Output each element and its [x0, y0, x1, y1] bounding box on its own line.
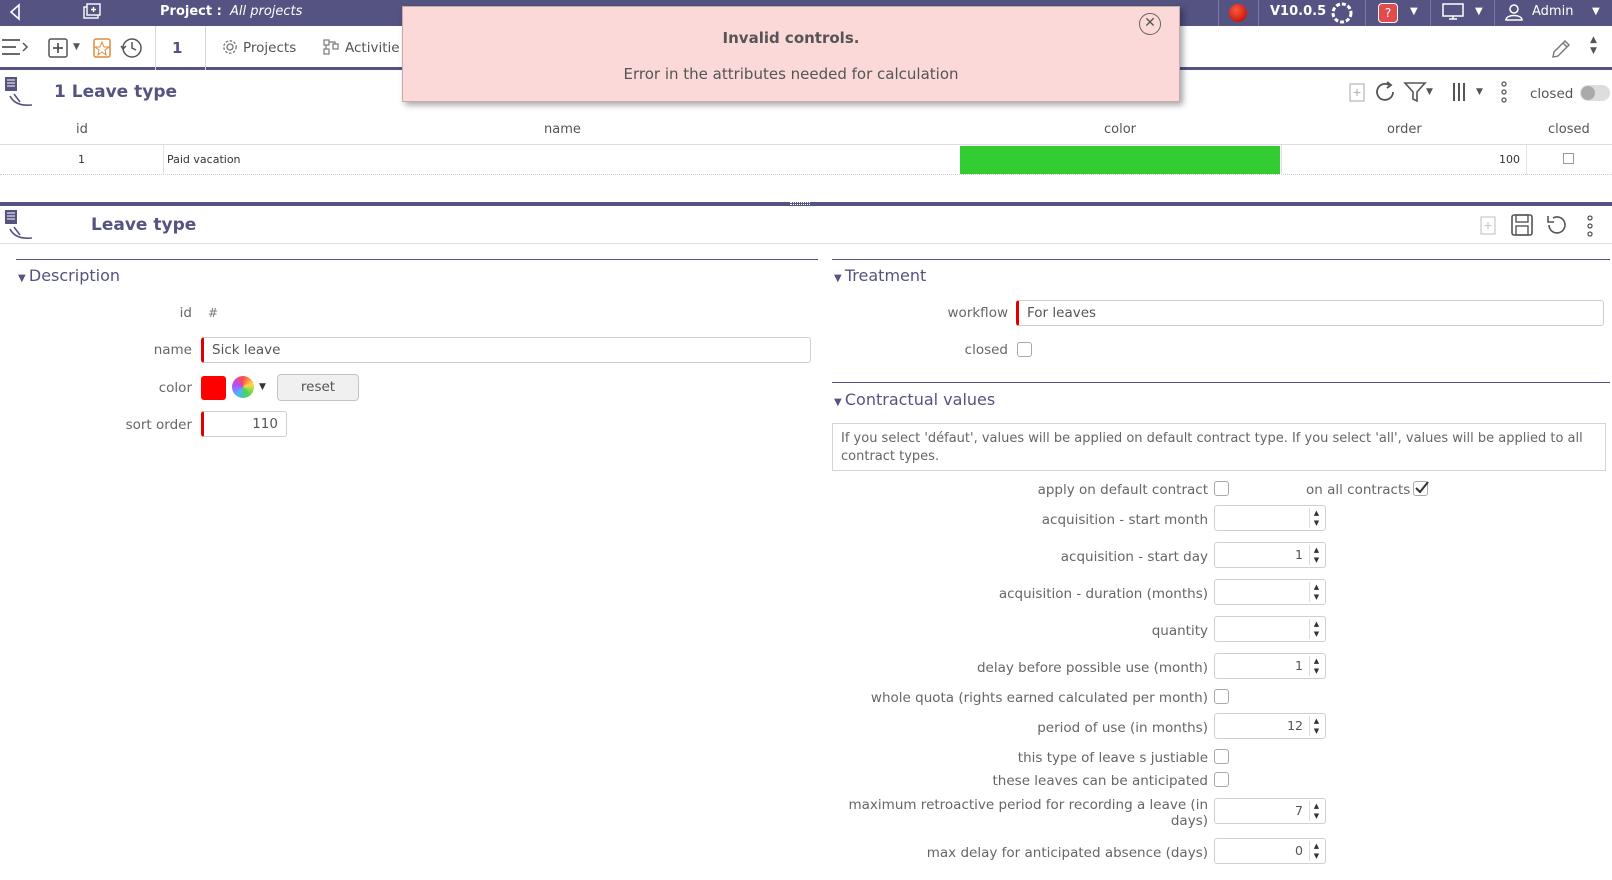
row-color-swatch: [960, 146, 1280, 174]
back-icon[interactable]: [8, 3, 22, 25]
color-swatch[interactable]: [201, 376, 226, 400]
leave-type-list-icon: [4, 76, 34, 112]
anticipated-checkbox[interactable]: [1214, 772, 1229, 787]
retro-label-line1: maximum retroactive period for recording a leave (in: [848, 797, 1208, 813]
quantity-input[interactable]: [1214, 616, 1326, 642]
column-header-closed[interactable]: closed: [1548, 122, 1590, 137]
pencil-icon[interactable]: [1550, 38, 1572, 65]
name-input[interactable]: Sick leave: [201, 337, 811, 363]
treatment-legend-text: Treatment: [844, 266, 927, 285]
workflow-label: workflow: [947, 305, 1008, 321]
retro-value: 7: [1295, 803, 1303, 818]
toast-title: Invalid controls.: [722, 29, 860, 47]
contractual-legend-text: Contractual values: [844, 390, 996, 409]
treatment-rule: [832, 259, 1610, 260]
menu-icon[interactable]: [0, 37, 30, 62]
contractual-rule: [832, 382, 1610, 383]
period-label: period of use (in months): [1037, 720, 1208, 736]
add-icon[interactable]: [48, 38, 68, 63]
description-legend-text: Description: [28, 266, 120, 285]
spinner-icon[interactable]: ▲ ▼: [1309, 508, 1323, 528]
closed-toggle[interactable]: [1580, 85, 1610, 101]
whole-quota-label: whole quota (rights earned calculated per month): [870, 690, 1208, 706]
monitor-icon[interactable]: [1442, 3, 1464, 25]
item-counter[interactable]: 1: [172, 39, 183, 57]
row-id: 1: [78, 153, 85, 166]
refresh-icon[interactable]: [1373, 80, 1397, 108]
name-label: name: [153, 342, 192, 358]
row-name: Paid vacation: [167, 153, 241, 166]
row-closed-checkbox: [1563, 153, 1574, 164]
splitter[interactable]: [0, 202, 1612, 206]
anticipated-label: these leaves can be anticipated: [992, 773, 1208, 789]
divider: [1365, 0, 1366, 26]
color-wheel-icon[interactable]: [232, 376, 254, 398]
error-toast: [402, 6, 1180, 102]
toast-message: Error in the attributes needed for calculation: [623, 65, 959, 83]
max-delay-input[interactable]: [1214, 838, 1326, 864]
more-vertical-icon[interactable]: [1500, 80, 1508, 108]
bookmark-icon[interactable]: [92, 38, 112, 63]
refresh-logo-icon[interactable]: [1330, 1, 1354, 29]
spinner-icon[interactable]: ▲ ▼: [1309, 545, 1323, 565]
description-rule: [16, 259, 818, 260]
detail-title: Leave type: [91, 215, 197, 235]
retro-label-line2: days): [1170, 813, 1208, 829]
chevron-down-icon[interactable]: ▼: [1426, 87, 1433, 97]
spinner-icon[interactable]: ▲ ▼: [1309, 716, 1323, 736]
help-icon[interactable]: ?: [1378, 3, 1398, 23]
spinner-icon[interactable]: ▲ ▼: [1309, 582, 1323, 602]
column-header-name[interactable]: name: [544, 122, 581, 137]
acq-start-month-label: acquisition - start month: [1041, 512, 1208, 528]
chevron-down-icon[interactable]: ▼: [1410, 6, 1418, 17]
chevron-down-icon[interactable]: ▼: [1592, 6, 1600, 17]
description-legend[interactable]: ▼ Description: [18, 266, 120, 285]
quantity-label: quantity: [1151, 623, 1208, 639]
divider: [1218, 0, 1219, 26]
contractual-legend[interactable]: ▼ Contractual values: [834, 390, 996, 409]
chevron-down-icon[interactable]: ▼: [1476, 87, 1483, 97]
chevron-down-icon[interactable]: ▼: [259, 382, 266, 392]
cell-divider: [163, 145, 164, 175]
whole-quota-checkbox[interactable]: [1214, 689, 1229, 704]
list-title: 1 Leave type: [54, 82, 178, 102]
acq-start-day-label: acquisition - start day: [1060, 549, 1208, 565]
table-row[interactable]: [0, 145, 1612, 175]
leave-type-detail-icon: [4, 209, 34, 245]
color-label: color: [158, 380, 192, 396]
collapse-icon[interactable]: ▲ ▼: [1590, 35, 1597, 56]
divider: [205, 26, 206, 70]
detail-header-divider: [0, 243, 1612, 244]
divider: [1258, 0, 1259, 26]
chevron-down-icon[interactable]: ▼: [1475, 6, 1483, 17]
column-header-color[interactable]: color: [1104, 122, 1137, 137]
filter-icon[interactable]: [1403, 80, 1427, 108]
cell-divider: [1526, 145, 1527, 175]
spinner-icon[interactable]: ▲ ▼: [1309, 656, 1323, 676]
project-selector[interactable]: All projects: [230, 4, 303, 19]
spinner-icon[interactable]: ▲ ▼: [1309, 619, 1323, 639]
period-value: 12: [1287, 718, 1303, 733]
tab-projects[interactable]: Projects: [243, 40, 297, 56]
divider: [1494, 0, 1495, 26]
spinner-icon[interactable]: ▲ ▼: [1309, 841, 1323, 861]
splitter-grip[interactable]: [790, 202, 810, 205]
acq-start-day-input[interactable]: [1214, 542, 1326, 568]
treatment-legend[interactable]: ▼ Treatment: [834, 266, 927, 285]
contract-info-text: If you select 'défaut', values will be applied on default contract type. If you select 'all', values will be applied to all contract types.: [832, 423, 1606, 471]
justifiable-checkbox[interactable]: [1214, 749, 1229, 764]
divider: [1430, 0, 1431, 26]
sort-order-input[interactable]: 110: [201, 411, 287, 437]
record-icon[interactable]: [1229, 4, 1247, 22]
undo-icon[interactable]: [1545, 214, 1567, 240]
columns-icon[interactable]: [1452, 81, 1470, 107]
justifiable-label: this type of leave s justiable: [1017, 750, 1208, 766]
activities-icon[interactable]: [323, 39, 339, 60]
cell-divider: [1281, 145, 1282, 175]
chevron-down-icon[interactable]: ▼: [73, 42, 80, 52]
history-icon[interactable]: [120, 37, 142, 64]
copy-icon[interactable]: [1349, 81, 1369, 107]
period-input[interactable]: [1214, 713, 1326, 739]
column-header-id[interactable]: id: [76, 122, 88, 137]
new-window-icon[interactable]: [82, 3, 102, 25]
workflow-select[interactable]: For leaves: [1016, 300, 1604, 326]
tab-activities[interactable]: Activitie: [345, 40, 400, 56]
divider: [155, 26, 156, 70]
default-contract-label: apply on default contract: [1037, 482, 1208, 498]
user-name[interactable]: Admin: [1532, 4, 1574, 19]
acq-duration-input[interactable]: [1214, 579, 1326, 605]
project-label: Project :: [160, 4, 222, 19]
column-header-order[interactable]: order: [1387, 122, 1422, 137]
toggle-knob: [1581, 86, 1595, 100]
sort-order-label: sort order: [125, 417, 192, 433]
close-icon[interactable]: ✕: [1139, 13, 1161, 35]
copy-icon[interactable]: [1480, 214, 1500, 240]
acq-start-month-input[interactable]: [1214, 505, 1326, 531]
delay-label: delay before possible use (month): [976, 660, 1208, 676]
closed-checkbox[interactable]: [1017, 342, 1032, 357]
retro-input[interactable]: [1214, 798, 1326, 824]
closed-toggle-label: closed: [1530, 86, 1574, 102]
acq-duration-label: acquisition - duration (months): [998, 586, 1208, 602]
row-order: 100: [1499, 153, 1520, 166]
gear-icon[interactable]: [222, 39, 238, 60]
user-icon[interactable]: [1504, 3, 1524, 25]
default-contract-checkbox[interactable]: [1214, 481, 1229, 496]
acq-start-day-value: 1: [1295, 547, 1303, 562]
spinner-icon[interactable]: ▲ ▼: [1309, 801, 1323, 821]
all-contracts-checkbox[interactable]: [1413, 481, 1428, 496]
more-vertical-icon[interactable]: [1586, 214, 1594, 242]
reset-button[interactable]: reset: [277, 374, 359, 401]
id-label: id: [179, 305, 192, 321]
delay-input[interactable]: [1214, 653, 1326, 679]
all-contracts-label: on all contracts: [1306, 482, 1411, 498]
closed-label: closed: [964, 342, 1008, 358]
max-delay-value: 0: [1295, 843, 1303, 858]
delay-value: 1: [1295, 658, 1303, 673]
version-label: V10.0.5: [1270, 4, 1327, 19]
save-icon[interactable]: [1511, 214, 1533, 240]
id-value: #: [208, 306, 219, 320]
max-delay-label: max delay for anticipated absence (days): [926, 845, 1208, 861]
